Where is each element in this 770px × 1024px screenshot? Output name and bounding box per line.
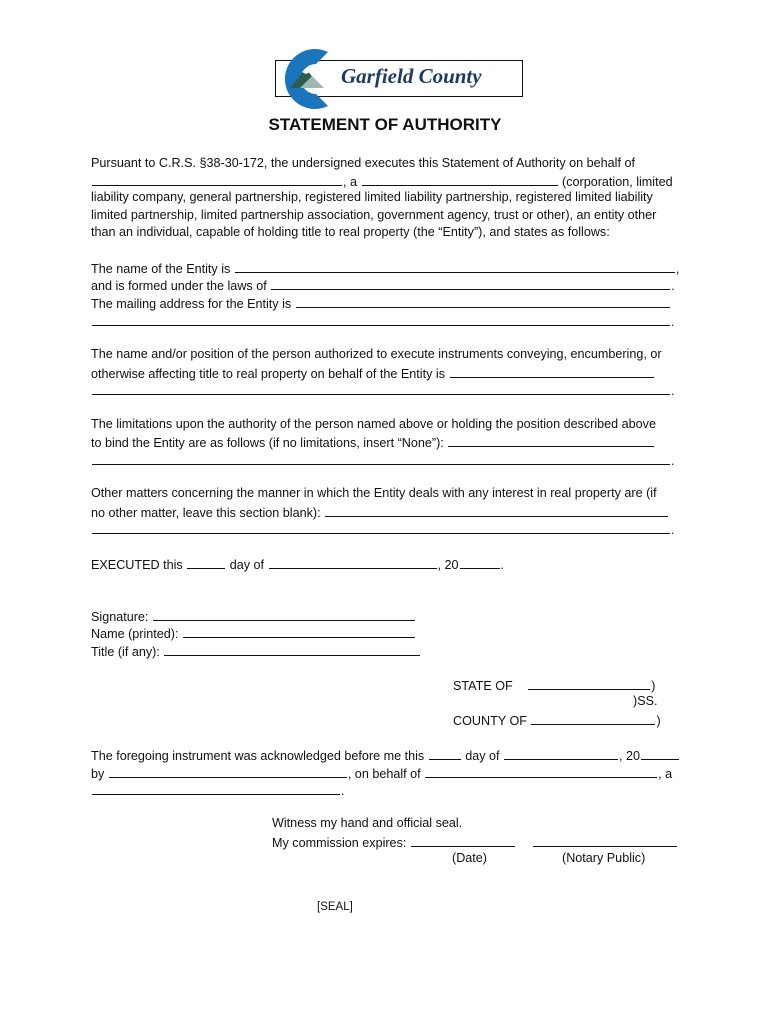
ack-month-field[interactable]: [504, 746, 618, 760]
county-field[interactable]: [531, 711, 655, 725]
ack-entity-type-field[interactable]: [92, 781, 340, 795]
ack-by-field[interactable]: [109, 764, 347, 778]
intro-line-2: , a (corporation, limited: [91, 172, 673, 191]
entity-type-blank-field[interactable]: [362, 172, 558, 186]
notary-signature-field[interactable]: [533, 833, 677, 847]
authorized-line-1: The name and/or position of the person authorized to execute instruments conveying, encumbering, or: [91, 347, 662, 361]
ack-behalf-field[interactable]: [425, 764, 657, 778]
page-title: STATEMENT OF AUTHORITY: [268, 115, 502, 134]
limitations-line-2: to bind the Entity are as follows (if no limitations, insert “None”):: [91, 433, 655, 452]
date-caption: (Date): [452, 851, 487, 865]
ack-day-field[interactable]: [429, 746, 461, 760]
mailing-address-field[interactable]: [296, 294, 670, 308]
ack-year-field[interactable]: [641, 746, 679, 760]
entity-mailing-row-2: .: [91, 312, 675, 331]
limitations-field-2[interactable]: [92, 451, 670, 465]
commission-row: My commission expires:: [272, 833, 678, 852]
ss-label: )SS.: [633, 694, 658, 708]
intro-line-3: liability company, general partnership, registered limited liability partnership, registered limited liability: [91, 190, 653, 204]
commission-date-field[interactable]: [411, 833, 515, 847]
county-name: Garfield County: [341, 64, 482, 88]
other-matters-field-2[interactable]: [92, 520, 670, 534]
entity-blank-field[interactable]: [92, 172, 342, 186]
intro-line-4: limited partnership, limited partnership association, government agency, trust or other), an entity other: [91, 208, 657, 222]
other-matters-line-1: Other matters concerning the manner in which the Entity deals with any interest in real property are (if: [91, 486, 657, 500]
notary-caption: (Notary Public): [562, 851, 646, 865]
limitations-line-1: The limitations upon the authority of the person named above or holding the position described above: [91, 417, 656, 431]
executed-row: EXECUTED this day of , 20 .: [91, 555, 504, 574]
printed-name-field[interactable]: [183, 624, 415, 638]
witness-line: Witness my hand and official seal.: [272, 816, 463, 830]
acknowledgment-line-1: The foregoing instrument was acknowledged before me this day of , 20: [91, 746, 680, 765]
authorized-line-2: otherwise affecting title to real property on behalf of the Entity is: [91, 364, 655, 383]
authorized-line-3: .: [91, 381, 675, 400]
limitations-field[interactable]: [448, 433, 654, 447]
limitations-line-3: .: [91, 451, 675, 470]
printed-name-row: Name (printed):: [91, 624, 416, 643]
formation-laws-field[interactable]: [271, 276, 670, 290]
signature-field[interactable]: [153, 607, 415, 621]
executed-year-field[interactable]: [460, 555, 500, 569]
authorized-person-field[interactable]: [450, 364, 654, 378]
entity-laws-row: and is formed under the laws of .: [91, 276, 675, 295]
intro-line-1: Pursuant to C.R.S. §38-30-172, the undersigned executes this Statement of Authority on behalf of: [91, 156, 635, 170]
seal-label: [SEAL]: [317, 901, 353, 913]
title-field[interactable]: [164, 642, 420, 656]
county-logo-icon: [268, 44, 338, 114]
mailing-address-field-2[interactable]: [92, 312, 670, 326]
acknowledgment-line-2: by , on behalf of , a: [91, 764, 672, 783]
entity-mailing-row: The mailing address for the Entity is: [91, 294, 671, 313]
executed-day-field[interactable]: [187, 555, 225, 569]
other-matters-field[interactable]: [325, 503, 668, 517]
title-row: Title (if any):: [91, 642, 421, 661]
executed-month-field[interactable]: [269, 555, 437, 569]
other-matters-line-2: no other matter, leave this section blank):: [91, 503, 669, 522]
acknowledgment-line-3: .: [91, 781, 345, 800]
intro-line-5: than an individual, capable of holding title to real property (the “Entity”), and states as follows:: [91, 225, 610, 239]
county-row: COUNTY OF ): [453, 711, 661, 730]
state-field[interactable]: [528, 676, 650, 690]
entity-name-row: The name of the Entity is ,: [91, 259, 679, 278]
entity-name-field[interactable]: [235, 259, 675, 273]
state-row: STATE OF ): [453, 676, 655, 695]
other-matters-line-3: .: [91, 520, 675, 539]
authorized-person-field-2[interactable]: [92, 381, 670, 395]
signature-row: Signature:: [91, 607, 416, 626]
